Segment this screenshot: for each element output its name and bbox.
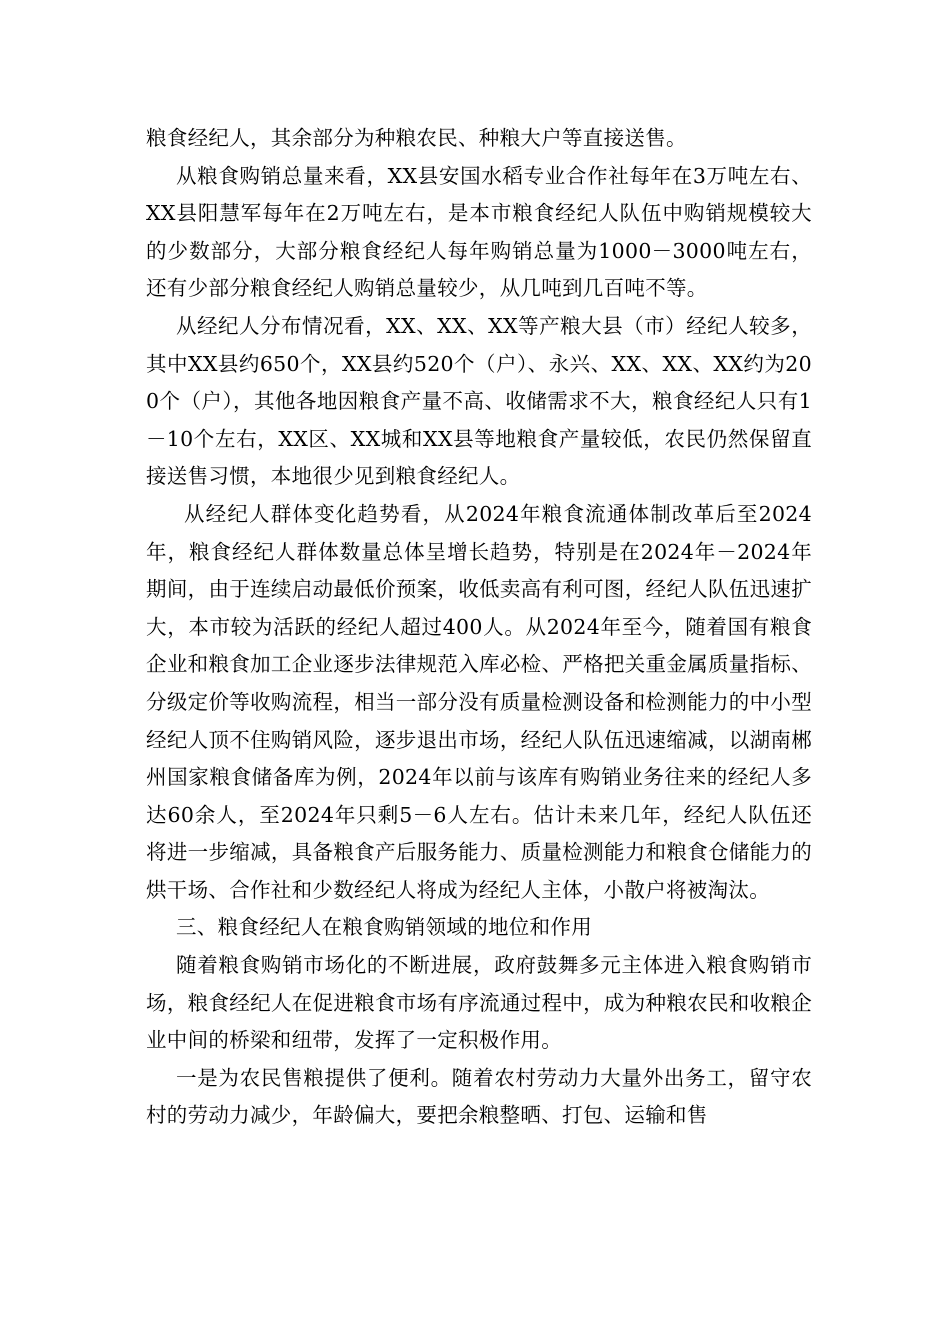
document-body	[146, 120, 812, 1135]
paragraph-convenience: 一是为农民售粮提供了便利。随着农村劳动力大量外出务工，留守农村的劳动力减少，年龄偏大，要把余粮整晒、打包、运输和售	[146, 1065, 812, 1128]
section-heading: 三、粮食经纪人在粮食购销领域的地位和作用	[176, 915, 592, 940]
paragraph-purchase-volume: 从粮食购销总量来看，XX县安国水稻专业合作社每年在3万吨左右、XX县阳慧军每年在2万吨左右，是本市粮食经纪人队伍中购销规模较大的少数部分，大部分粮食经纪人每年购销总量为1000－3000吨左右，还有少部分粮食经纪人购销总量较少，从几吨到几百吨不等。	[146, 163, 812, 301]
paragraph-continuation: 粮食经纪人，其余部分为种粮农民、种粮大户等直接送售。	[146, 126, 687, 150]
paragraph-market-role: 随着粮食购销市场化的不断进展，政府鼓舞多元主体进入粮食购销市场，粮食经纪人在促进粮食市场有序流通过程中，成为种粮农民和收粮企业中间的桥梁和纽带，发挥了一定积极作用。	[146, 953, 812, 1053]
paragraph-group-trend: 从经纪人群体变化趋势看，从2024年粮食流通体制改革后至2024年，粮食经纪人群体数量总体呈增长趋势，特别是在2024年－2024年期间，由于连续启动最低价预案，收低卖高有利可图，经纪人队伍迅速扩大，本市较为活跃的经纪人超过400人。从2024年至今，随着国有粮食企业和粮食加工企业逐步法律规范入库必检、严格把关重金属质量指标、分级定价等收购流程，相当一部分没有质量检测设备和检测能力的中小型经纪人顶不住购销风险，逐步退出市场，经纪人队伍迅速缩减，以湖南郴州国家粮食储备库为例，2024年以前与该库有购销业务往来的经纪人多达60余人，至2024年只剩5－6人左右。估计未来几年，经纪人队伍还将进一步缩减，具备粮食产后服务能力、质量检测能力和粮食仓储能力的烘干场、合作社和少数经纪人将成为经纪人主体，小散户将被淘汰。	[146, 501, 812, 902]
paragraph-broker-distribution: 从经纪人分布情况看，XX、XX、XX等产粮大县（市）经纪人较多，其中XX县约650个，XX县约520个（户）、永兴、XX、XX、XX约为200个（户），其他各地因粮食产量不高、收储需求不大，粮食经纪人只有1－10个左右，XX区、XX城和XX县等地粮食产量较低，农民仍然保留直接送售习惯，本地很少见到粮食经纪人。	[146, 313, 812, 489]
